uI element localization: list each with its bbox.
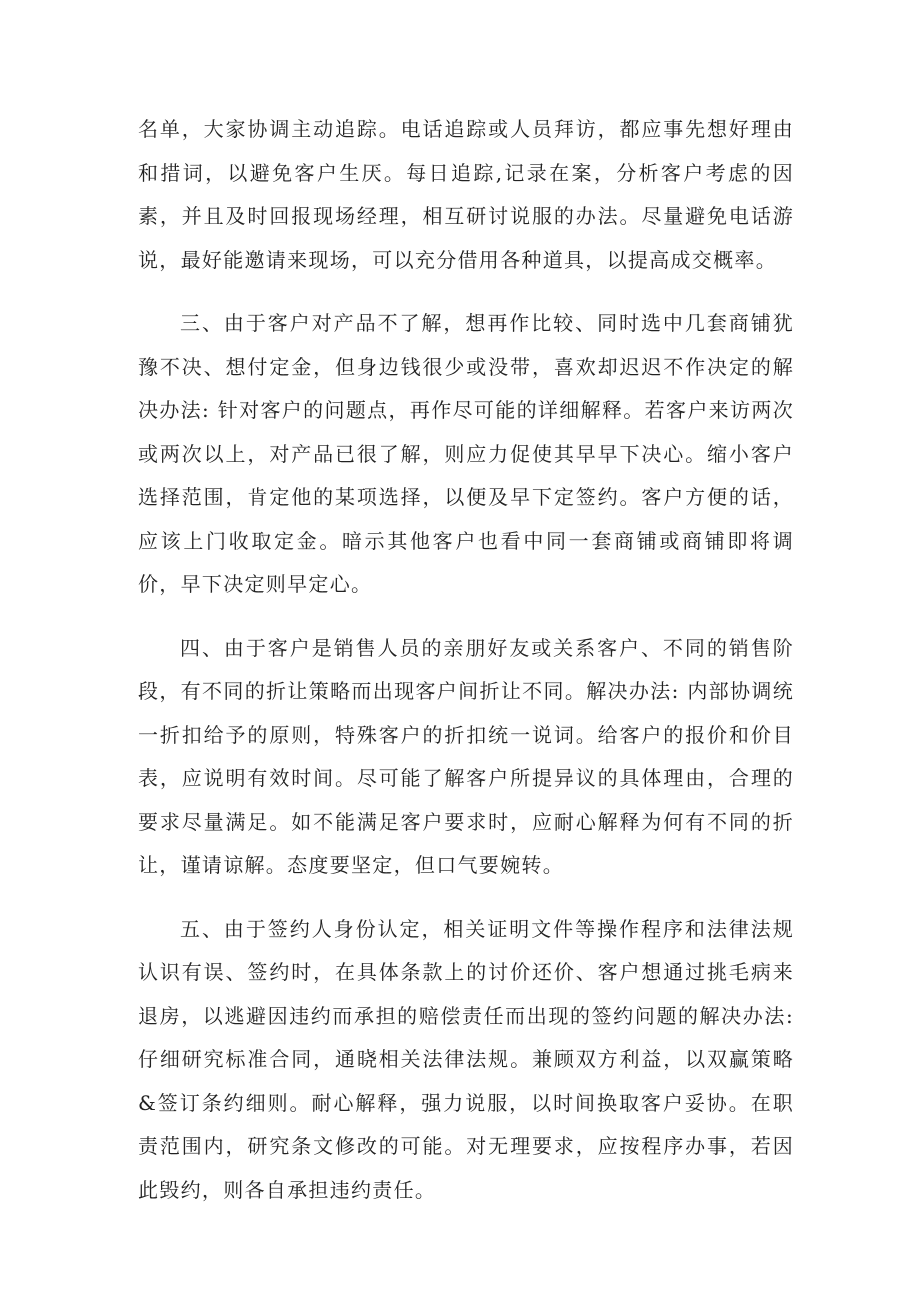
paragraph-section-five: 五、由于签约人身份认定，相关证明文件等操作程序和法律法规认识有误、签约时，在具体条款上的讨价还价、客户想通过挑毛病来退房，以逃避因违约而承担的赔偿责任而出现的签约问题的解决办法: 仔细研究标准合同，通晓相关法律法规。兼顾双方利益，以双赢策略&签订条约细则。耐心解释，强力说服，以时间换取客户妥协。在职责范围内，研究条文修改的可能。对无理要求，应按程序办事，若因此毁约，则各自承担违约责任。	[138, 916, 794, 1202]
document-body	[138, 108, 794, 1232]
paragraph-section-four: 四、由于客户是销售人员的亲朋好友或关系客户、不同的销售阶段，有不同的折让策略而出现客户间折让不同。解决办法: 内部协调统一折扣给予的原则，特殊客户的折扣统一说词。给客户的报价和价目表，应说明有效时间。尽可能了解客户所提异议的具体理由，合理的要求尽量满足。如不能满足客户要求时，应耐心解释为何有不同的折让，谨请谅解。态度要坚定，但口气要婉转。	[138, 635, 794, 877]
paragraph-continued: 名单，大家协调主动追踪。电话追踪或人员拜访，都应事先想好理由和措词，以避免客户生厌。每日追踪,记录在案，分析客户考虑的因素，并且及时回报现场经理，相互研讨说服的办法。尽量避免电话游说，最好能邀请来现场，可以充分借用各种道具，以提高成交概率。	[138, 117, 794, 272]
paragraph-section-three: 三、由于客户对产品不了解，想再作比较、同时选中几套商铺犹豫不决、想付定金，但身边钱很少或没带，喜欢却迟迟不作决定的解决办法: 针对客户的问题点，再作尽可能的详细解释。若客户来访两次或两次以上，对产品已很了解，则应力促使其早早下决心。缩小客户选择范围，肯定他的某项选择，以便及早下定签约。客户方便的话，应该上门收取定金。暗示其他客户也看中同一套商铺或商铺即将调价，早下决定则早定心。	[138, 311, 794, 596]
